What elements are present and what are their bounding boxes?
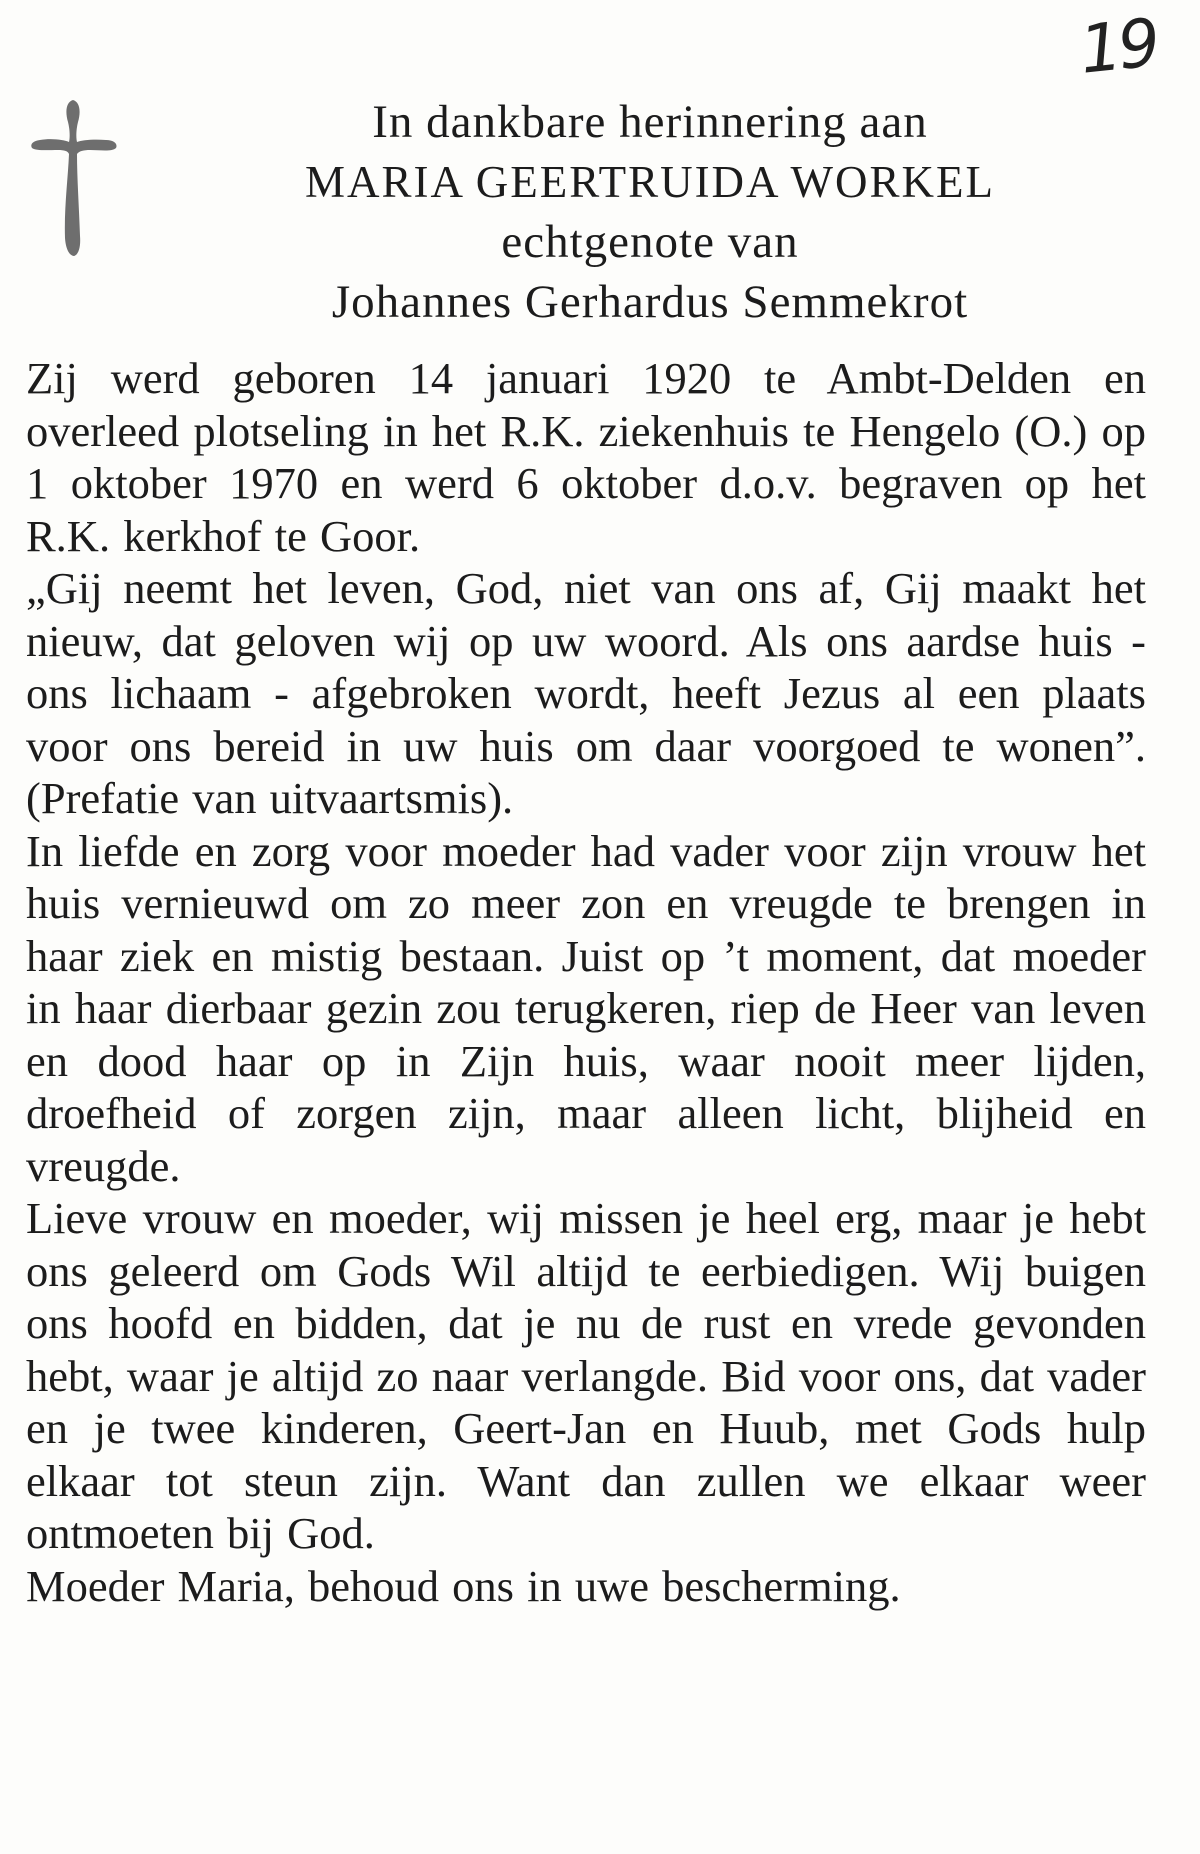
paragraph-farewell: Lieve vrouw en moeder, wij missen je heel erg, maar je hebt ons geleerd om Gods Wil altijd te eerbiedigen. Wij buigen ons hoofd en bidden, dat je nu de rust en vrede gevonden hebt, waar je altijd zo naar verlangde. Bid voor ons, dat vader en je twee kinderen, Geert-Jan en Huub, met Gods hulp elkaar tot steun zijn. Want dan zullen we elkaar weer ontmoeten bij God. (26, 1193, 1146, 1558)
relation-line: echtgenote van (501, 216, 799, 268)
handwritten-number: 19 (1076, 4, 1160, 89)
paragraph-prayer-quote: „Gij neemt het leven, God, niet van ons af, Gij maakt het nieuw, dat geloven wij op uw woord. Als ons aardse huis - ons lichaam - afgebroken wordt, heeft Jezus al een plaats voor ons bereid in uw huis om daar voorgoed te wonen”. (Prefatie van uitvaartsmis). (26, 563, 1146, 823)
card-body (26, 352, 1146, 1612)
paragraph-birth-death: Zij werd geboren 14 januari 1920 te Ambt-Delden en overleed plotseling in het R.K. ziekenhuis te Hengelo (O.) op 1 oktober 1970 en werd 6 oktober d.o.v. begraven op het R.K. kerkhof te Goor. (26, 353, 1146, 561)
card-header (220, 92, 1080, 332)
paragraph-remembrance: In liefde en zorg voor moeder had vader voor zijn vrouw het huis vernieuwd om zo meer zon en vreugde te brengen in haar ziek en mistig bestaan. Juist op ’t moment, dat moeder in haar dierbaar gezin zou terugkeren, riep de Heer van leven en dood haar op in Zijn huis, waar nooit meer lijden, droefheid of zorgen zijn, maar alleen licht, blijheid en vreugde. (26, 825, 1146, 1191)
intro-line: In dankbare herinnering aan (372, 96, 928, 148)
deceased-name: MARIA GEERTRUIDA WORKEL (305, 157, 995, 207)
cross-icon (28, 98, 118, 258)
paragraph-closing-prayer: Moeder Maria, behoud ons in uwe bescherming. (26, 1560, 901, 1611)
spouse-name: Johannes Gerhardus Semmekrot (331, 276, 969, 328)
